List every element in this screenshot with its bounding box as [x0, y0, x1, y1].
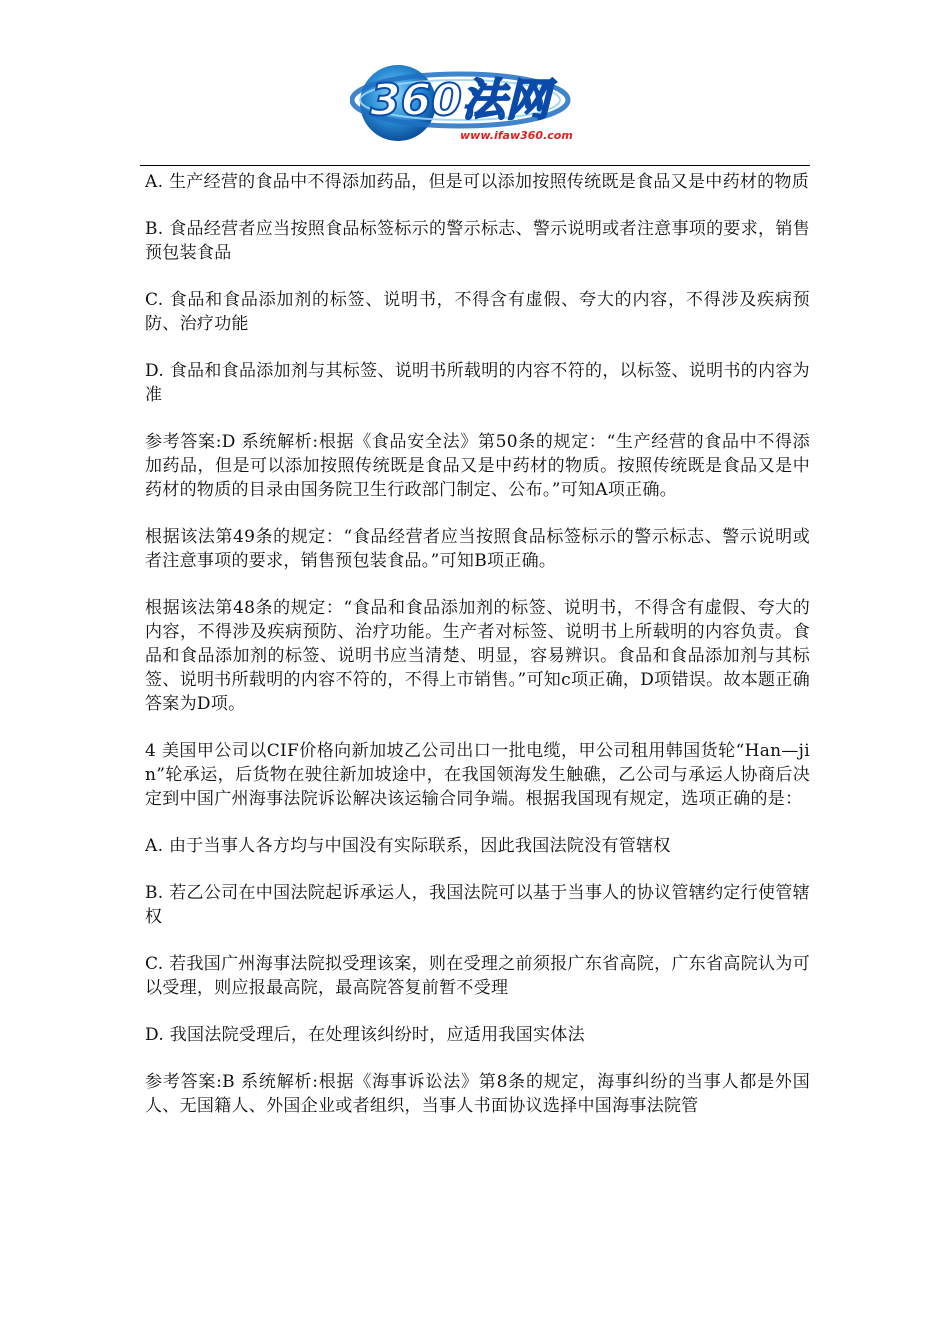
explanation-article-48: 根据该法第48条的规定：“食品和食品添加剂的标签、说明书，不得含有虚假、夸大的内容，不得涉及疾病预防、治疗功能。生产者对标签、说明书上所载明的内容负责。食品和食品添加剂的标签、说明书应当清楚、明显，容易辨识。食品和食品添加剂与其标签、说明书所载明的内容不符的，不得上市销售。”可知c项正确，D项错误。故本题正确答案为D项。 [145, 598, 810, 714]
logo-graphic [350, 60, 605, 146]
option-d: D. 食品和食品添加剂与其标签、说明书所载明的内容不符的，以标签、说明书的内容为准 [145, 361, 810, 405]
q4-answer-explanation: 参考答案:B 系统解析:根据《海事诉讼法》第8条的规定，海事纠纷的当事人都是外国人、无国籍人、外国企业或者组织，当事人书面协议选择中国海事法院管 [145, 1072, 810, 1116]
option-a: A. 生产经营的食品中不得添加药品，但是可以添加按照传统既是食品又是中药材的物质 [145, 172, 810, 192]
logo-wordmark: 360法网 [370, 75, 550, 126]
page-header [0, 0, 950, 168]
document-body [145, 170, 810, 1141]
header-divider [140, 165, 810, 166]
q4-option-c: C. 若我国广州海事法院拟受理该案，则在受理之前须报广东省高院，广东省高院认为可以受理，则应报最高院，最高院答复前暂不受理 [145, 954, 810, 998]
logo-url: www.ifaw360.com [460, 129, 573, 142]
q4-option-a: A. 由于当事人各方均与中国没有实际联系，因此我国法院没有管辖权 [145, 836, 671, 856]
answer-explanation: 参考答案:D 系统解析:根据《食品安全法》第50条的规定：“生产经营的食品中不得添加药品，但是可以添加按照传统既是食品又是中药材的物质。按照传统既是食品又是中药材的物质的目录由国务院卫生行政部门制定、公布。”可知A项正确。 [145, 432, 810, 500]
site-logo [350, 60, 605, 146]
question-4: 4 美国甲公司以CIF价格向新加坡乙公司出口一批电缆，甲公司租用韩国货轮“Han—jin”轮承运，后货物在驶往新加坡途中，在我国领海发生触礁，乙公司与承运人协商后决定到中国广州海事法院诉讼解决该运输合同争端。根据我国现有规定，选项正确的是： [145, 741, 810, 809]
q4-option-d: D. 我国法院受理后，在处理该纠纷时，应适用我国实体法 [145, 1025, 585, 1045]
option-b: B. 食品经营者应当按照食品标签标示的警示标志、警示说明或者注意事项的要求，销售预包装食品 [145, 219, 810, 263]
option-c: C. 食品和食品添加剂的标签、说明书，不得含有虚假、夸大的内容，不得涉及疾病预防、治疗功能 [145, 290, 810, 334]
q4-option-b: B. 若乙公司在中国法院起诉承运人，我国法院可以基于当事人的协议管辖约定行使管辖权 [145, 883, 810, 927]
explanation-article-49: 根据该法第49条的规定：“食品经营者应当按照食品标签标示的警示标志、警示说明或者注意事项的要求，销售预包装食品。”可知B项正确。 [145, 527, 810, 571]
